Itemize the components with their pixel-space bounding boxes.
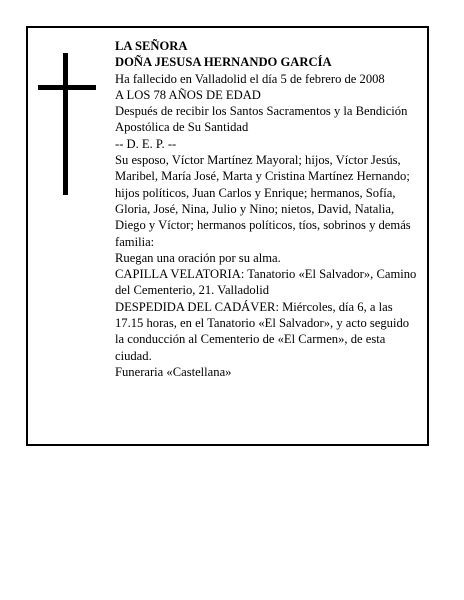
- deceased-name: DOÑA JESUSA HERNANDO GARCÍA: [115, 55, 332, 70]
- death-statement: Ha fallecido en Valladolid el día 5 de febrero de 2008: [115, 71, 385, 86]
- obituary-text: [115, 38, 420, 380]
- cross-icon: [38, 53, 98, 195]
- age-line: A LOS 78 AÑOS DE EDAD: [115, 87, 261, 102]
- sacraments-line: Después de recibir los Santos Sacramentos y la Bendición Apostólica de Su Santidad: [115, 104, 408, 135]
- notice-title: LA SEÑORA: [115, 39, 188, 53]
- funeral-info: DESPEDIDA DEL CADÁVER: Miércoles, día 6, a las 17.15 horas, en el Tanatorio «El Salvador», y acto seguido la conducción al Cementerio de «El Carmen», de esta ciudad.: [115, 299, 410, 363]
- family-list: Su esposo, Víctor Martínez Mayoral; hijos, Víctor Jesús, Maribel, María José, Marta y Cristina Martínez Hernando; hijos políticos, Juan Carlos y Enrique; hermanos, Sofía, Gloria, José, Nina, Julio y Nino; nietos, David, Natalia, Diego y Víctor; hermanos políticos, tíos, sobrinos y demás familia:: [115, 153, 411, 249]
- cross-horizontal-bar: [38, 85, 96, 90]
- wake-chapel-info: CAPILLA VELATORIA: Tanatorio «El Salvador», Camino del Cementerio, 21. Valladolid: [115, 267, 417, 298]
- rip-line: -- D. E. P. --: [115, 136, 177, 151]
- prayer-request: Ruegan una oración por su alma.: [115, 250, 281, 265]
- funeral-home: Funeraria «Castellana»: [115, 364, 232, 379]
- cross-vertical-bar: [63, 53, 68, 195]
